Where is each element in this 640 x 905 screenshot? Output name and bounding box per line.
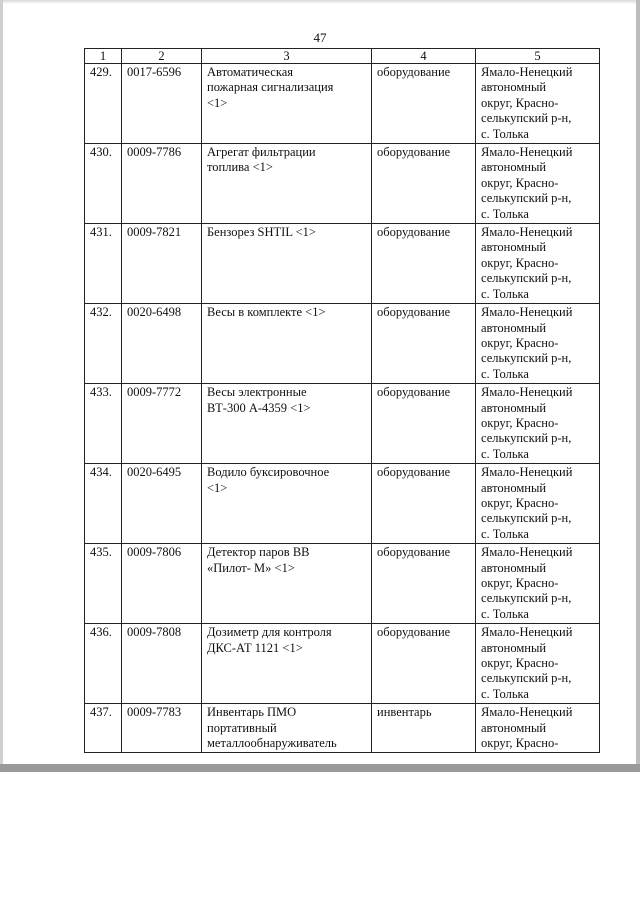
- item-name-cell: [202, 224, 372, 304]
- item-type-cell: оборудование: [372, 544, 476, 624]
- row-number-cell: 432.: [85, 304, 122, 384]
- item-name-cell-line: «Пилот- М» <1>: [207, 560, 295, 575]
- inventory-code-cell: 0009-7806: [122, 544, 202, 624]
- location-cell-line: с. Толька: [481, 446, 529, 461]
- location-cell-line: с. Толька: [481, 286, 529, 301]
- table-row: [85, 544, 600, 624]
- item-name-cell: [202, 144, 372, 224]
- location-cell-line: с. Толька: [481, 126, 529, 141]
- location-cell-line: округ, Красно-: [481, 95, 559, 110]
- location-cell: [476, 64, 600, 144]
- column-header-5: 5: [476, 49, 600, 64]
- item-name-cell-line: Водило буксировочное: [207, 465, 330, 480]
- location-cell: [476, 384, 600, 464]
- item-name-cell-line: топлива <1>: [207, 160, 273, 175]
- location-cell-line: с. Толька: [481, 526, 529, 541]
- location-cell-line: автономный: [481, 240, 547, 255]
- item-name-cell-line: Бензорез SHTIL <1>: [207, 225, 316, 240]
- item-name-cell-line: Инвентарь ПМО: [207, 705, 297, 720]
- row-number-cell: 435.: [85, 544, 122, 624]
- column-header-1: 1: [85, 49, 122, 64]
- item-name-cell-line: Автоматическая: [207, 65, 294, 79]
- table-row: [85, 64, 600, 144]
- table-row: [85, 464, 600, 544]
- location-cell: [476, 624, 600, 704]
- item-name-cell: [202, 544, 372, 624]
- location-cell-line: селькупский р-н,: [481, 191, 572, 206]
- item-name-cell-line: Детектор паров ВВ: [207, 545, 310, 560]
- location-cell-line: округ, Красно-: [481, 415, 559, 430]
- header-row: [85, 49, 600, 64]
- item-name-cell-line: <1>: [207, 95, 228, 110]
- table-row: [85, 144, 600, 224]
- item-type-cell: оборудование: [372, 144, 476, 224]
- item-type-cell: оборудование: [372, 464, 476, 544]
- scan-edge-left: [0, 0, 3, 768]
- location-cell-line: с. Толька: [481, 206, 529, 221]
- row-number-cell: 437.: [85, 704, 122, 753]
- location-cell-line: селькупский р-н,: [481, 511, 572, 526]
- location-cell-line: автономный: [481, 400, 547, 415]
- location-cell-line: автономный: [481, 560, 547, 575]
- table-row: [85, 624, 600, 704]
- item-name-cell: [202, 624, 372, 704]
- row-number-cell: 436.: [85, 624, 122, 704]
- registry-table: [84, 48, 600, 753]
- item-name-cell-line: Дозиметр для контроля: [207, 625, 332, 640]
- location-cell: [476, 144, 600, 224]
- row-number-cell: 429.: [85, 64, 122, 144]
- location-cell-line: автономный: [481, 640, 547, 655]
- location-cell-line: селькупский р-н,: [481, 351, 572, 366]
- inventory-code-cell: 0009-7821: [122, 224, 202, 304]
- location-cell-line: с. Толька: [481, 606, 529, 621]
- item-name-cell: [202, 464, 372, 544]
- table-row: [85, 704, 600, 753]
- row-number-cell: 434.: [85, 464, 122, 544]
- location-cell-line: селькупский р-н,: [481, 111, 572, 126]
- location-cell-line: округ, Красно-: [481, 736, 559, 751]
- table-body: [85, 64, 600, 753]
- location-cell-line: округ, Красно-: [481, 656, 559, 671]
- location-cell-line: Ямало-Ненецкий: [481, 705, 573, 720]
- location-cell-line: округ, Красно-: [481, 576, 559, 590]
- item-name-cell-line: ДКС-АТ 1121 <1>: [207, 640, 303, 655]
- inventory-code-cell: 0009-7772: [122, 384, 202, 464]
- location-cell-line: Ямало-Ненецкий: [481, 145, 573, 160]
- row-number-cell: 431.: [85, 224, 122, 304]
- scan-edge-right: [636, 0, 640, 768]
- item-type-cell: оборудование: [372, 64, 476, 144]
- location-cell-line: автономный: [481, 160, 547, 175]
- scan-edge-bottom: [0, 764, 640, 772]
- item-name-cell: [202, 384, 372, 464]
- location-cell-line: автономный: [481, 480, 547, 495]
- inventory-code-cell: 0017-6596: [122, 64, 202, 144]
- inventory-code-cell: 0020-6495: [122, 464, 202, 544]
- item-name-cell: [202, 304, 372, 384]
- page-number: 47: [313, 30, 327, 45]
- location-cell-line: селькупский р-н,: [481, 591, 572, 606]
- inventory-code-cell: 0009-7783: [122, 704, 202, 753]
- item-name-cell: [202, 704, 372, 753]
- table-row: [85, 304, 600, 384]
- location-cell-line: автономный: [481, 720, 547, 735]
- item-type-cell: инвентарь: [372, 704, 476, 753]
- location-cell-line: Ямало-Ненецкий: [481, 305, 573, 320]
- item-name-cell-line: портативный: [207, 720, 277, 735]
- location-cell-line: Ямало-Ненецкий: [481, 545, 573, 560]
- location-cell: [476, 224, 600, 304]
- location-cell-line: округ, Красно-: [481, 335, 559, 350]
- location-cell-line: округ, Красно-: [481, 175, 559, 190]
- scan-edge-top: [0, 0, 640, 4]
- location-cell-line: Ямало-Ненецкий: [481, 625, 573, 640]
- inventory-code-cell: 0020-6498: [122, 304, 202, 384]
- table-row: [85, 384, 600, 464]
- location-cell-line: округ, Красно-: [481, 495, 559, 510]
- location-cell-line: Ямало-Ненецкий: [481, 385, 573, 400]
- item-name-cell-line: Агрегат фильтрации: [207, 145, 316, 160]
- location-cell: [476, 544, 600, 624]
- location-cell-line: Ямало-Ненецкий: [481, 65, 573, 79]
- item-type-cell: оборудование: [372, 624, 476, 704]
- location-cell-line: с. Толька: [481, 686, 529, 701]
- column-header-3: 3: [202, 49, 372, 64]
- item-name-cell-line: металлообнаруживатель: [207, 736, 337, 751]
- location-cell-line: селькупский р-н,: [481, 431, 572, 446]
- location-cell-line: округ, Красно-: [481, 255, 559, 270]
- location-cell-line: селькупский р-н,: [481, 271, 572, 286]
- item-name-cell-line: Весы электронные: [207, 385, 307, 400]
- item-name-cell: [202, 64, 372, 144]
- item-name-cell-line: Весы в комплекте <1>: [207, 305, 326, 320]
- item-type-cell: оборудование: [372, 224, 476, 304]
- item-type-cell: оборудование: [372, 304, 476, 384]
- location-cell: [476, 704, 600, 753]
- location-cell-line: автономный: [481, 320, 547, 335]
- column-header-2: 2: [122, 49, 202, 64]
- location-cell-line: Ямало-Ненецкий: [481, 465, 573, 480]
- location-cell: [476, 464, 600, 544]
- table-row: [85, 224, 600, 304]
- location-cell-line: с. Толька: [481, 366, 529, 381]
- item-name-cell-line: пожарная сигнализация: [207, 80, 334, 95]
- item-type-cell: оборудование: [372, 384, 476, 464]
- column-header-4: 4: [372, 49, 476, 64]
- row-number-cell: 433.: [85, 384, 122, 464]
- row-number-cell: 430.: [85, 144, 122, 224]
- inventory-code-cell: 0009-7808: [122, 624, 202, 704]
- location-cell-line: Ямало-Ненецкий: [481, 225, 573, 240]
- location-cell-line: селькупский р-н,: [481, 671, 572, 686]
- location-cell: [476, 304, 600, 384]
- inventory-code-cell: 0009-7786: [122, 144, 202, 224]
- location-cell-line: автономный: [481, 80, 547, 95]
- item-name-cell-line: <1>: [207, 480, 228, 495]
- item-name-cell-line: ВТ-300 А-4359 <1>: [207, 400, 311, 415]
